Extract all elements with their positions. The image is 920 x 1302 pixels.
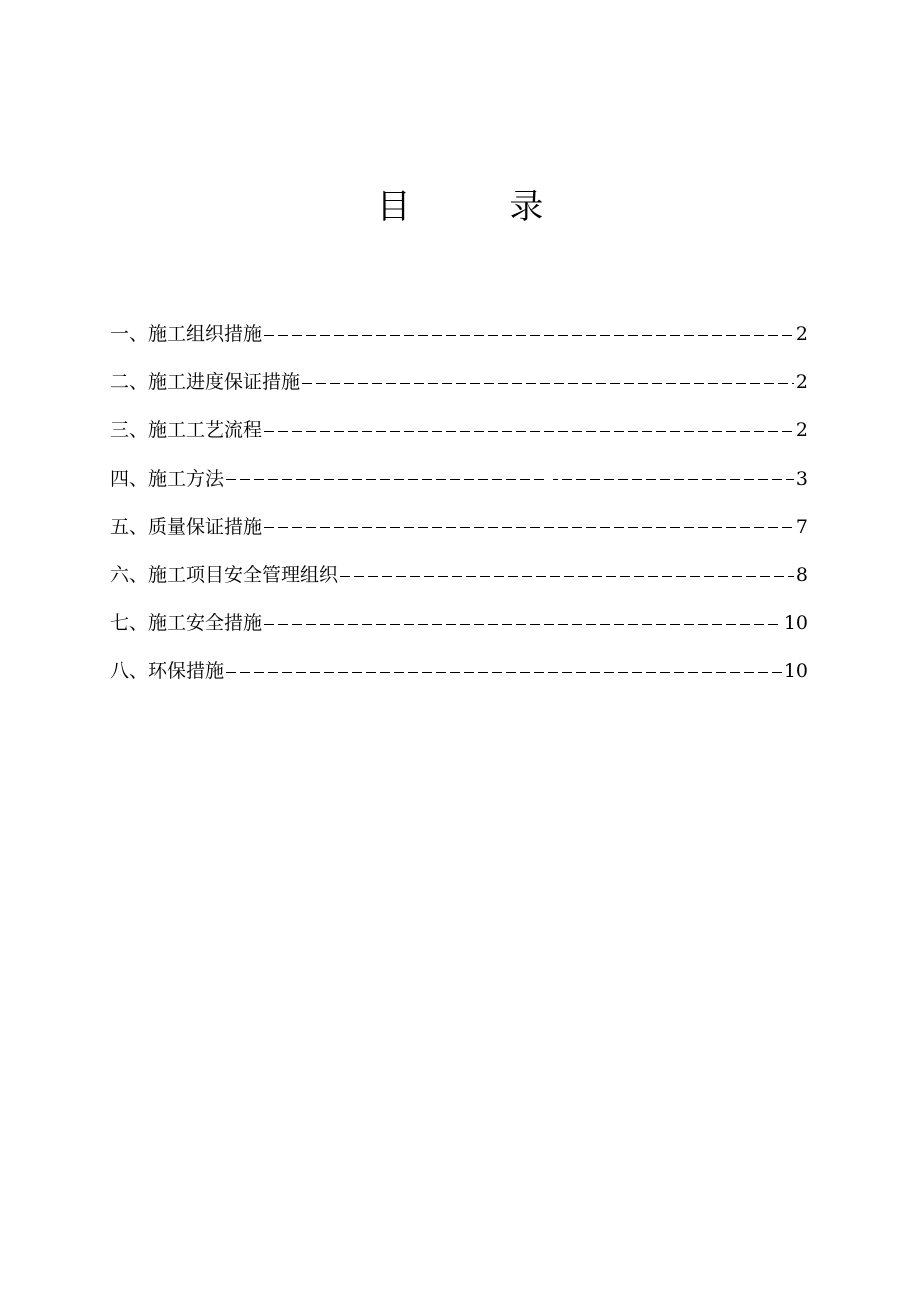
toc-entry (110, 503, 808, 551)
toc-entry (110, 310, 808, 358)
toc-leader-dashes (226, 672, 782, 673)
toc-entry-page: 2 (795, 371, 808, 394)
toc-entry (110, 406, 808, 454)
toc-entry-label: 七、施工安全措施 (110, 612, 263, 635)
toc-entry (110, 551, 808, 599)
page-title: 目 录 (376, 187, 588, 227)
toc-entry-page: 3 (795, 467, 808, 490)
toc-entry-label: 一、施工组织措施 (110, 323, 263, 346)
table-of-contents (110, 310, 808, 696)
toc-leader-dashes (264, 624, 782, 625)
toc-entry (110, 647, 808, 695)
toc-entry-page: 10 (783, 612, 808, 635)
toc-leader-dashes (302, 383, 794, 384)
toc-entry (110, 358, 808, 406)
toc-leader-dashes (264, 527, 794, 528)
toc-leader-dashes (264, 335, 794, 336)
toc-entry-page: 8 (795, 564, 808, 587)
toc-entry-label: 二、施工进度保证措施 (110, 371, 301, 394)
toc-leader-dashes (226, 479, 794, 480)
toc-entry-page: 7 (795, 515, 808, 538)
toc-entry-label: 四、施工方法 (110, 467, 225, 490)
toc-entry-page: 2 (795, 419, 808, 442)
toc-entry (110, 455, 808, 503)
toc-entry-page: 2 (795, 323, 808, 346)
toc-leader-dashes (264, 431, 794, 432)
toc-entry-label: 六、施工项目安全管理组织 (110, 564, 339, 587)
toc-entry-label: 五、质量保证措施 (110, 515, 263, 538)
toc-entry-label: 八、环保措施 (110, 660, 225, 683)
toc-leader-dashes (340, 576, 794, 577)
toc-entry (110, 599, 808, 647)
toc-entry-label: 三、施工工艺流程 (110, 419, 263, 442)
toc-entry-page: 10 (783, 660, 808, 683)
